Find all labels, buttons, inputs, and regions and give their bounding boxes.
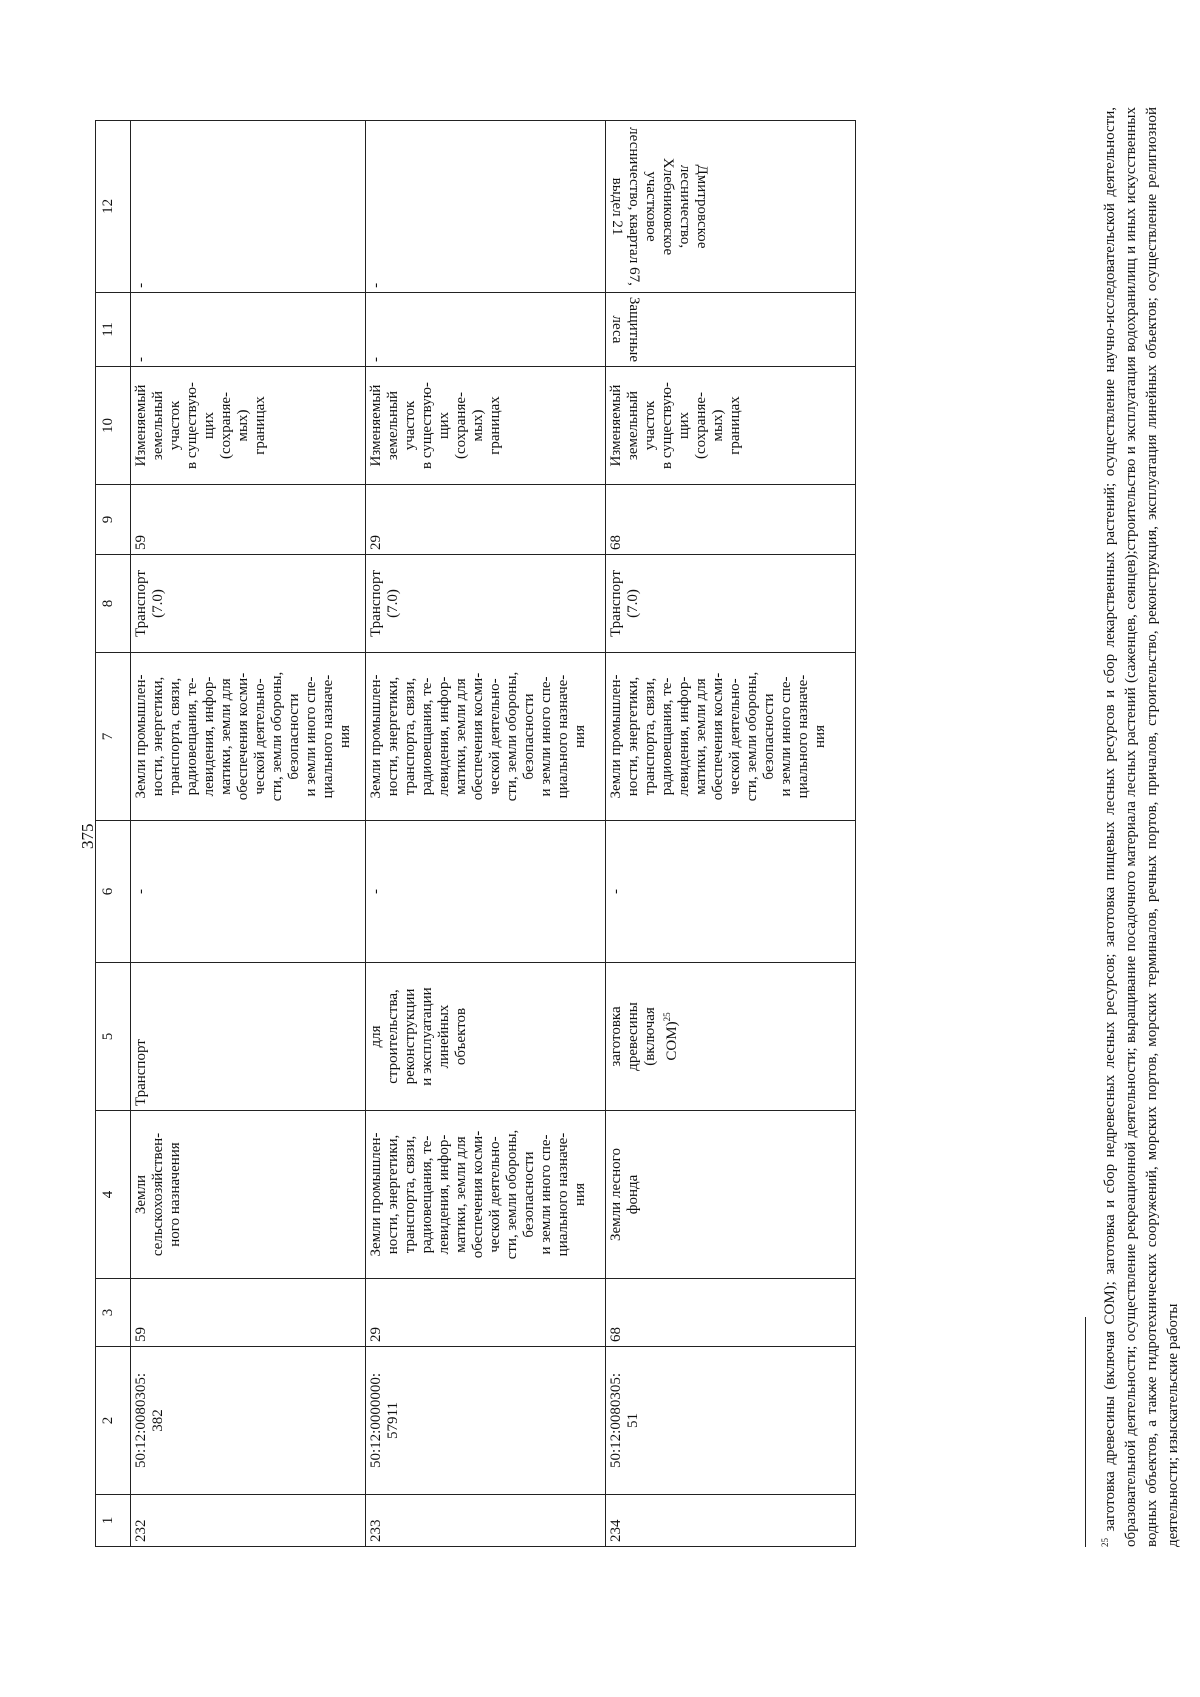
cell-new-area: 59 xyxy=(131,485,366,555)
cell-col6: - xyxy=(606,821,856,963)
cell-col6: - xyxy=(131,821,366,963)
cell-row-number: 232 xyxy=(131,1495,366,1547)
cell-area: 29 xyxy=(366,1279,606,1347)
forest-location-text: Дмитровское лесничество, Хлебниковское участковое лесничество, квартал 67, выдел 21 xyxy=(609,127,710,286)
cell-land-category: Земли промышлен- ности, энергетики, транспорта, связи, радиовещания, те- левидения, инфор- матики, земли для обеспечения косми- ческой деятельно- сти, земли обороны, безопасности и земли иного спе- циального назначе- ния xyxy=(366,1111,606,1279)
cell-new-land-category: Земли промышлен- ности, энергетики, транспорта, связи, радиовещания, те- левидения, инфор- матики, земли для обеспечения косми- ческой деятельно- сти, земли обороны, безопасности и земли иного спе- циального назначе- ния xyxy=(606,653,856,821)
permitted-use-text: заготовка древесины (включая СОМ) xyxy=(608,1002,680,1071)
col-header-2: 2 xyxy=(96,1347,131,1495)
table-row xyxy=(366,120,606,1546)
col-header-10: 10 xyxy=(96,367,131,485)
cell-new-area: 29 xyxy=(366,485,606,555)
cell-land-category: Земли сельскохозяйствен- ного назначения xyxy=(131,1111,366,1279)
cell-area: 59 xyxy=(131,1279,366,1347)
col-header-9: 9 xyxy=(96,485,131,555)
header-row xyxy=(96,120,131,1546)
footnote-ref: 25 xyxy=(662,1012,672,1022)
table-row xyxy=(606,120,856,1546)
cell-plot-status: Изменяемый земельный участок в существую- щих (сохраняе- мых) границах xyxy=(606,367,856,485)
cell-row-number: 233 xyxy=(366,1495,606,1547)
cell-land-category: Земли лесного фонда xyxy=(606,1111,856,1279)
col-header-4: 4 xyxy=(96,1111,131,1279)
cell-forest-category: - xyxy=(366,292,606,366)
col-header-11: 11 xyxy=(96,292,131,366)
col-header-6: 6 xyxy=(96,821,131,963)
cell-forest-category xyxy=(606,292,856,366)
cell-new-permitted-use: Транспорт (7.0) xyxy=(131,555,366,653)
cell-forest-category: - xyxy=(131,292,366,366)
footnote-separator xyxy=(1085,1317,1086,1547)
cell-cadastral-number: 50:12:0080305: 51 xyxy=(606,1347,856,1495)
cell-row-number: 234 xyxy=(606,1495,856,1547)
cell-new-area: 68 xyxy=(606,485,856,555)
footnote xyxy=(1095,107,1184,1547)
cell-forest-location: - xyxy=(131,120,366,292)
cell-permitted-use xyxy=(606,963,856,1111)
cell-new-land-category: Земли промышлен- ности, энергетики, транспорта, связи, радиовещания, те- левидения, инфор- матики, земли для обеспечения косми- ческой деятельно- сти, земли обороны, безопасности и земли иного спе- циального назначе- ния xyxy=(131,653,366,821)
col-header-7: 7 xyxy=(96,653,131,821)
cell-area: 68 xyxy=(606,1279,856,1347)
cell-new-land-category: Земли промышлен- ности, энергетики, транспорта, связи, радиовещания, те- левидения, инфор- матики, земли для обеспечения косми- ческой деятельно- сти, земли обороны, безопасности и земли иного спе- циального назначе- ния xyxy=(366,653,606,821)
cell-plot-status: Изменяемый земельный участок в существую- щих (сохраняе- мых) границах xyxy=(131,367,366,485)
footnote-marker: 25 xyxy=(1100,1538,1110,1547)
cell-forest-location xyxy=(606,120,856,292)
col-header-3: 3 xyxy=(96,1279,131,1347)
cell-col6: - xyxy=(366,821,606,963)
cell-plot-status: Изменяемый земельный участок в существую- щих (сохраняе- мых) границах xyxy=(366,367,606,485)
page-number: 375 xyxy=(78,823,97,849)
cell-new-permitted-use: Транспорт (7.0) xyxy=(606,555,856,653)
cell-cadastral-number: 50:12:0080305: 382 xyxy=(131,1347,366,1495)
cell-permitted-use: для строительства, реконструкции и эксплуатации линейных объектов xyxy=(366,963,606,1111)
col-header-1: 1 xyxy=(96,1495,131,1547)
footnote-text: заготовка древесины (включая СОМ); заготовка и сбор недревесных лесных ресурсов; заготовка пищевых лесных ресурсов и сбор лекарственных растений; осуществление научно-исследовательской деятельности, образовательной деятельности; осуществление рекреационной деятельности; выращивание посадочного материала лесных растений (саженцев, сеянцев);строительство и эксплуатация водохранилищ и иных искусственных водных объектов, а также гидротехнических сооружений, морских портов, морских терминалов, речных портов, причалов, строительство, реконструкция, эксплуатация линейных объектов; осуществление религиозной деятельности; изыскательские работы xyxy=(1102,107,1181,1547)
col-header-8: 8 xyxy=(96,555,131,653)
col-header-12: 12 xyxy=(96,120,131,292)
cell-forest-location: - xyxy=(366,120,606,292)
cell-permitted-use: Транспорт xyxy=(131,963,366,1111)
col-header-5: 5 xyxy=(96,963,131,1111)
cell-new-permitted-use: Транспорт (7.0) xyxy=(366,555,606,653)
land-plots-table xyxy=(95,120,856,1547)
cell-cadastral-number: 50:12:0000000: 57911 xyxy=(366,1347,606,1495)
table-row xyxy=(131,120,366,1546)
forest-category-text: Защитные леса xyxy=(609,296,642,362)
